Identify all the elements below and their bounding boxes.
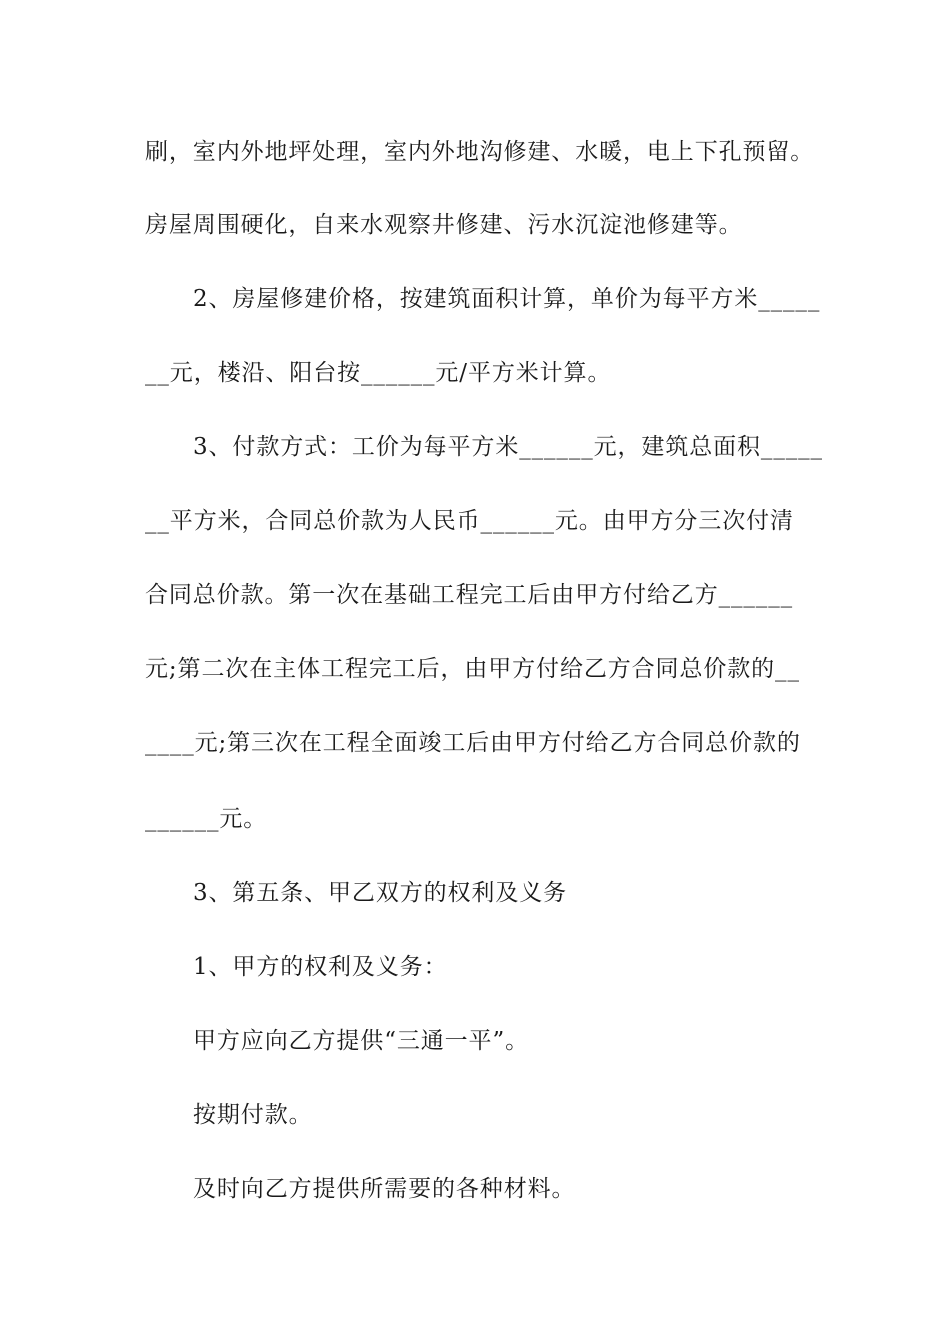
text-line: __元，楼沿、阳台按______元/平方米计算。 (145, 360, 612, 386)
subsection-heading: 1、甲方的权利及义务： (193, 954, 448, 980)
text-line: 3、付款方式：工价为每平方米______元，建筑总面积_____ (193, 434, 823, 460)
text-line: 甲方应向乙方提供“三通一平”。 (193, 1028, 530, 1054)
text-line: ____元;第三次在工程全面竣工后由甲方付给乙方合同总价款的 (145, 730, 801, 756)
text-line: 刷，室内外地坪处理，室内外地沟修建、水暖，电上下孔预留。 (145, 139, 815, 165)
text-line: 及时向乙方提供所需要的各种材料。 (193, 1176, 576, 1202)
text-line: __平方米，合同总价款为人民币______元。由甲方分三次付清 (145, 508, 794, 534)
text-line: 2、房屋修建价格，按建筑面积计算，单价为每平方米_____ (193, 286, 821, 312)
text-line: 合同总价款。第一次在基础工程完工后由甲方付给乙方______ (145, 582, 793, 608)
text-line: 房屋周围硬化，自来水观察井修建、污水沉淀池修建等。 (145, 212, 743, 238)
text-line: ______元。 (145, 806, 268, 832)
section-heading: 3、第五条、甲乙双方的权利及义务 (193, 880, 568, 906)
text-line: 按期付款。 (193, 1102, 313, 1128)
text-line: 元;第二次在主体工程完工后，由甲方付给乙方合同总价款的__ (145, 656, 800, 682)
